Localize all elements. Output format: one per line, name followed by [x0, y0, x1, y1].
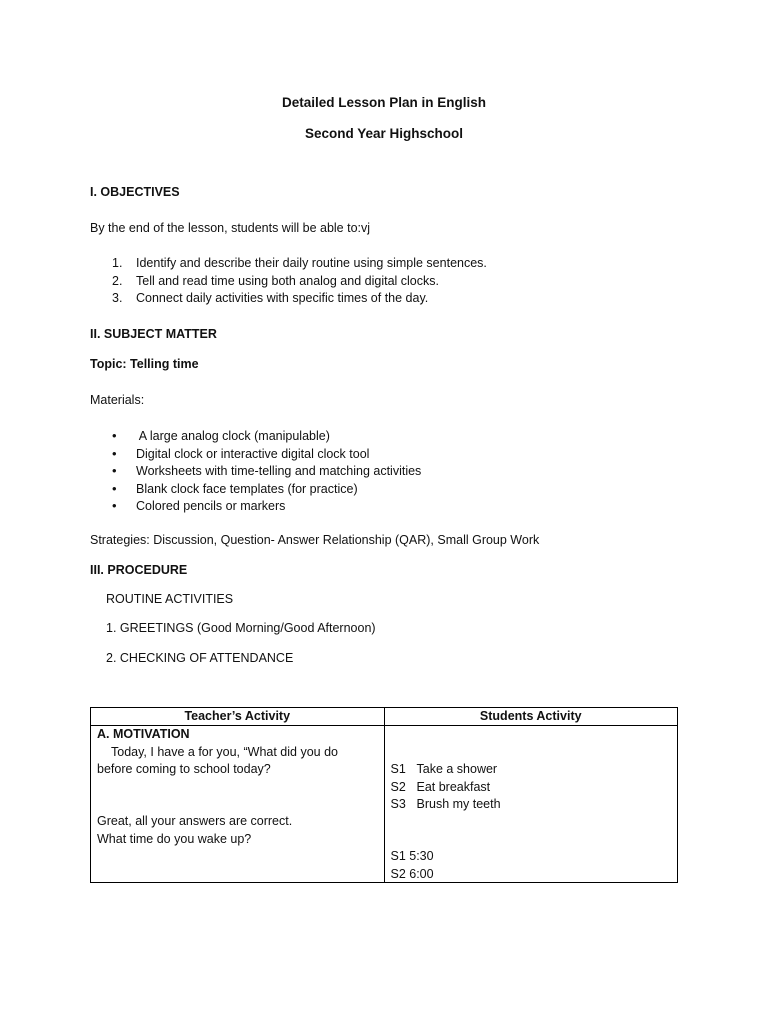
material-text: Worksheets with time-telling and matching activities [136, 464, 422, 478]
material-item [112, 497, 285, 516]
objective-number: 2. [112, 273, 123, 288]
objective-item [112, 290, 428, 308]
teacher-line: before coming to school today? [97, 762, 271, 776]
topic-line: Topic: Telling time [90, 357, 199, 371]
objective-item [112, 273, 439, 291]
material-item [112, 427, 330, 446]
material-item [112, 480, 358, 499]
table-header-row [91, 708, 678, 726]
subject-matter-heading: II. SUBJECT MATTER [90, 327, 217, 341]
greetings-line: 1. GREETINGS (Good Morning/Good Afternoon) [106, 621, 376, 635]
material-text: Colored pencils or markers [136, 499, 286, 513]
activity-table [90, 707, 678, 883]
student-time-response: S1 5:30 [390, 849, 434, 863]
bullet-icon: • [112, 445, 117, 461]
material-text: Blank clock face templates (for practice) [136, 481, 358, 496]
objective-number: 1. [112, 256, 123, 270]
material-text: Digital clock or interactive digital clock tool [136, 446, 370, 461]
student-response [391, 796, 501, 814]
bullet-icon: • [112, 480, 117, 496]
document-subtitle: Second Year Highschool [304, 126, 464, 141]
students-activity-header: Students Activity [384, 708, 678, 726]
bullet-icon: • [112, 463, 117, 478]
procedure-heading: III. PROCEDURE [90, 563, 188, 577]
student-label: S1 [390, 762, 406, 776]
student-answer: Brush my teeth [416, 797, 501, 811]
student-response [391, 779, 491, 797]
student-answer: Take a shower [416, 762, 498, 776]
objective-text: Identify and describe their daily routine using simple sentences. [136, 256, 487, 270]
teacher-line: Today, I have a for you, “What did you do [111, 744, 338, 759]
teacher-activity-header: Teacher’s Activity [91, 708, 385, 726]
students-activity-cell [384, 726, 678, 883]
bullet-icon: • [112, 428, 117, 443]
objective-text: Tell and read time using both analog and digital clocks. [136, 273, 439, 288]
teacher-line: Great, all your answers are correct. [97, 814, 293, 828]
teacher-activity-cell [91, 726, 385, 883]
teacher-line: What time do you wake up? [97, 831, 252, 846]
bullet-icon: • [112, 498, 117, 513]
materials-label: Materials: [90, 393, 145, 407]
motivation-heading: A. MOTIVATION [97, 727, 190, 741]
objective-text: Connect daily activities with specific times of the day. [136, 291, 429, 305]
objective-item [112, 255, 487, 273]
student-time-response: S2 6:00 [390, 866, 434, 881]
objective-number: 3. [112, 291, 123, 305]
objectives-heading: I. OBJECTIVES [90, 185, 180, 199]
material-item [112, 462, 421, 481]
objectives-intro: By the end of the lesson, students will be able to:vj [90, 221, 371, 235]
material-text: A large analog clock (manipulable) [136, 429, 330, 443]
student-response [391, 761, 498, 779]
material-item [112, 445, 369, 464]
strategies-line: Strategies: Discussion, Question- Answer Relationship (QAR), Small Group Work [90, 533, 540, 547]
student-label: S2 [390, 779, 406, 794]
attendance-line: 2. CHECKING OF ATTENDANCE [106, 651, 294, 665]
student-label: S3 [390, 797, 406, 811]
student-answer: Eat breakfast [416, 779, 491, 794]
table-row [91, 726, 678, 883]
document-title: Detailed Lesson Plan in English [281, 95, 487, 110]
routine-activities: ROUTINE ACTIVITIES [106, 592, 234, 606]
